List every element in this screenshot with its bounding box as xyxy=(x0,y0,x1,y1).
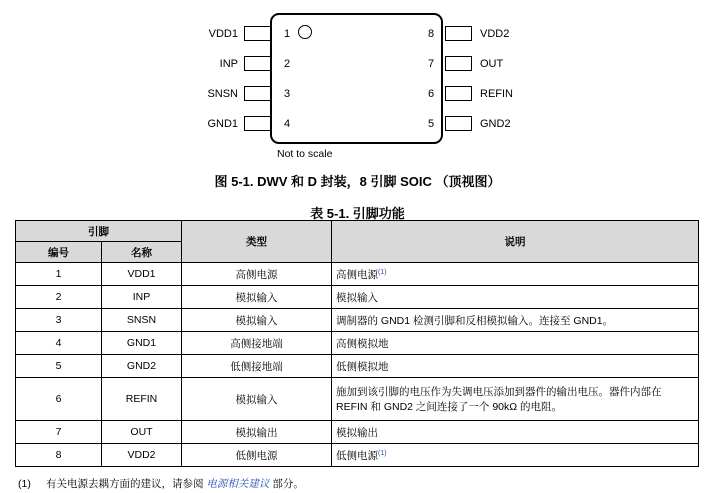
pin-lead-3 xyxy=(244,86,271,101)
cell-number: 4 xyxy=(16,332,102,355)
pin-number-7: 7 xyxy=(427,58,435,70)
figure-title: 图 5-1. DWV 和 D 封装，8 引脚 SOIC （顶视图） xyxy=(214,174,501,189)
cell-name: GND2 xyxy=(102,355,182,378)
pin-label-3: SNSN xyxy=(207,88,238,100)
cell-type: 模拟输入 xyxy=(182,286,332,309)
description-text: 高侧电源 xyxy=(336,268,378,281)
cell-description xyxy=(332,263,699,286)
cell-description: 模拟输出 xyxy=(332,421,699,444)
cell-type: 模拟输入 xyxy=(182,378,332,421)
table-row xyxy=(16,355,699,378)
pin-number-4: 4 xyxy=(283,118,291,130)
pin1-indicator xyxy=(298,25,312,39)
header-description: 说明 xyxy=(332,221,699,263)
pin-number-5: 5 xyxy=(427,118,435,130)
cell-type: 高侧接地端 xyxy=(182,332,332,355)
cell-name: VDD2 xyxy=(102,444,182,467)
pin-lead-1 xyxy=(244,26,271,41)
cell-number: 7 xyxy=(16,421,102,444)
cell-number: 8 xyxy=(16,444,102,467)
cell-name: OUT xyxy=(102,421,182,444)
pin-lead-5 xyxy=(445,116,472,131)
cell-number: 1 xyxy=(16,263,102,286)
table-title: 表 5-1. 引脚功能 xyxy=(310,206,405,221)
header-number: 编号 xyxy=(16,242,102,263)
pin-label-2: INP xyxy=(219,58,238,70)
cell-number: 2 xyxy=(16,286,102,309)
pin-lead-7 xyxy=(445,56,472,71)
package-outline xyxy=(270,13,443,144)
pin-lead-6 xyxy=(445,86,472,101)
cell-description: 调制器的 GND1 检测引脚和反相模拟输入。连接至 GND1。 xyxy=(332,309,699,332)
pin-label-6: REFIN xyxy=(480,88,513,100)
cell-description xyxy=(332,444,699,467)
table-row xyxy=(16,263,699,286)
cell-number: 3 xyxy=(16,309,102,332)
cell-description: 模拟输入 xyxy=(332,286,699,309)
pin-number-3: 3 xyxy=(283,88,291,100)
cell-description: 高侧模拟地 xyxy=(332,332,699,355)
pin-number-8: 8 xyxy=(427,28,435,40)
power-supply-recommendations-link[interactable]: 电源相关建议 xyxy=(206,478,270,490)
pin-label-4: GND1 xyxy=(207,118,238,130)
cell-name: VDD1 xyxy=(102,263,182,286)
footnote-text-end: 部分。 xyxy=(272,478,304,490)
pin-label-5: GND2 xyxy=(480,118,511,130)
table-row xyxy=(16,378,699,421)
table-row xyxy=(16,332,699,355)
pin-function-table xyxy=(15,220,699,467)
table-row xyxy=(16,421,699,444)
cell-description: 低侧模拟地 xyxy=(332,355,699,378)
cell-name: GND1 xyxy=(102,332,182,355)
description-text: 低侧电源 xyxy=(336,449,378,462)
description-line: 施加到该引脚的电压作为失调电压添加到器件的输出电压。器件内部在 xyxy=(336,386,662,398)
pin-label-7: OUT xyxy=(480,58,504,70)
table-row xyxy=(16,309,699,332)
cell-name: INP xyxy=(102,286,182,309)
cell-name: SNSN xyxy=(102,309,182,332)
pin-label-8: VDD2 xyxy=(480,28,510,40)
cell-type: 低侧电源 xyxy=(182,444,332,467)
pin-number-1: 1 xyxy=(283,28,291,40)
cell-number: 5 xyxy=(16,355,102,378)
footnote-text: 有关电源去耦方面的建议，请参阅 xyxy=(46,478,204,490)
description-line: REFIN 和 GND2 之间连接了一个 90kΩ 的电阻。 xyxy=(336,401,563,413)
header-name: 名称 xyxy=(102,242,182,263)
footnote-ref[interactable]: (1) xyxy=(378,449,387,457)
cell-type: 高侧电源 xyxy=(182,263,332,286)
pin-lead-8 xyxy=(445,26,472,41)
pin-number-2: 2 xyxy=(283,58,291,70)
pin-label-1: VDD1 xyxy=(208,28,238,40)
footnote-ref[interactable]: (1) xyxy=(378,268,387,276)
scale-note: Not to scale xyxy=(277,148,333,160)
table-row xyxy=(16,444,699,467)
cell-type: 模拟输入 xyxy=(182,309,332,332)
cell-type: 低侧接地端 xyxy=(182,355,332,378)
pin-number-6: 6 xyxy=(427,88,435,100)
cell-type: 模拟输出 xyxy=(182,421,332,444)
footnote-mark: (1) xyxy=(18,478,31,490)
cell-description xyxy=(332,378,699,421)
cell-name: REFIN xyxy=(102,378,182,421)
header-type: 类型 xyxy=(182,221,332,263)
footnote xyxy=(18,476,304,491)
table-row xyxy=(16,286,699,309)
pin-lead-2 xyxy=(244,56,271,71)
cell-number: 6 xyxy=(16,378,102,421)
header-pin: 引脚 xyxy=(16,221,182,242)
pin-lead-4 xyxy=(244,116,271,131)
